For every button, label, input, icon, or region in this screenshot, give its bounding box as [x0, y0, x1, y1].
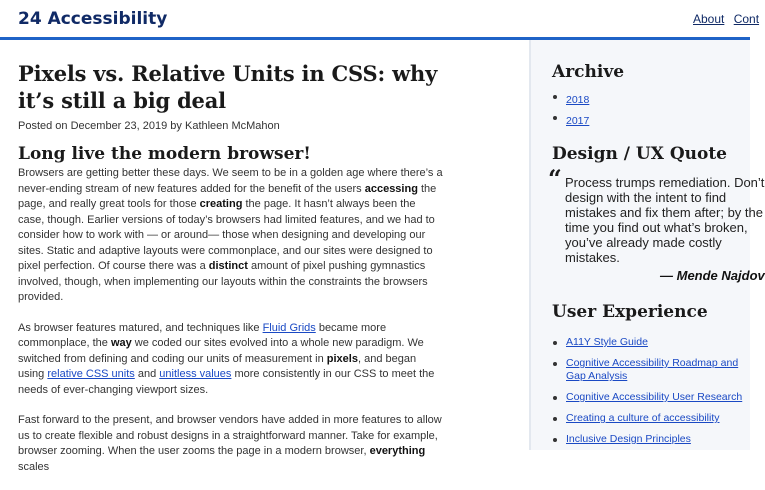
paragraph-3	[18, 413, 443, 475]
paragraph-text: amount of pixel pushing gymnastics involved, though, when implementing our layouts within the constraints the browsers provided.	[18, 260, 428, 303]
nav-about-link[interactable]: About	[693, 12, 725, 26]
archive-item	[552, 111, 589, 132]
archive-list	[552, 90, 589, 132]
bold-text: distinct	[208, 260, 248, 272]
paragraph-text: more consistently in our CSS to meet the needs of ever-changing viewport sizes.	[18, 368, 435, 396]
article	[18, 60, 443, 490]
paragraph-2	[18, 321, 443, 399]
post-meta-prefix: Posted on	[18, 120, 68, 132]
nav-contact-link[interactable]: Cont	[733, 12, 760, 26]
fluid-grids-link[interactable]: Fluid Grids	[262, 321, 316, 334]
quote-mark-icon: “	[548, 164, 562, 193]
ux-item	[552, 412, 750, 425]
paragraph-1	[18, 166, 443, 306]
paragraph-text: the page, and really great tools for those	[18, 182, 437, 210]
quote-heading: Design / UX Quote	[552, 144, 727, 164]
archive-link-2017[interactable]: 2017	[566, 115, 590, 127]
bold-text: everything	[369, 445, 426, 457]
ux-heading: User Experience	[552, 302, 708, 322]
paragraph-text: became more commonplace, the	[18, 321, 387, 349]
post-title: Pixels vs. Relative Units in CSS: why it’s still a big deal	[18, 61, 438, 113]
post-date: December 23, 2019	[70, 120, 168, 132]
post-meta-by: by	[170, 120, 182, 132]
paragraph-text: scales	[18, 460, 50, 473]
unitless-values-link[interactable]: unitless values	[159, 368, 232, 380]
ux-link-cognitive-research[interactable]: Cognitive Accessibility User Research	[566, 391, 743, 403]
ux-link-cognitive-roadmap[interactable]: Cognitive Accessibility Roadmap and Gap Analysis	[566, 357, 739, 382]
archive-item	[552, 90, 589, 111]
site-title[interactable]: 24 Accessibility	[18, 9, 168, 29]
bold-text: pixels	[326, 352, 358, 365]
bold-text: way	[110, 337, 132, 349]
ux-link-style-guide[interactable]: A11Y Style Guide	[566, 336, 648, 348]
ux-item	[552, 391, 750, 404]
archive-link-2018[interactable]: 2018	[566, 94, 590, 106]
section-heading: Long live the modern browser!	[18, 144, 311, 164]
archive-heading: Archive	[552, 62, 625, 82]
bold-text: creating	[199, 198, 243, 210]
paragraph-text: Fast forward to the present, and browser vendors have added in more features to allow us to create flexible and robust designs in a straightforward manner. Take for example, browser zooming. When the user zooms the page in a modern browser,	[18, 414, 442, 457]
ux-list	[552, 336, 750, 446]
post-author: Kathleen McMahon	[184, 120, 280, 132]
paragraph-text: the page. It hasn’t always been the case, though. Earlier versions of today’s browsers had limited features, and we had to consider how to work with — or around— those when designing and developing our sites. Static and adaptive layouts were commonplace, and our sites were designed to pixel perfection. Of course there was a	[18, 198, 435, 272]
ux-link-inclusive-design[interactable]: Inclusive Design Principles	[566, 433, 691, 445]
relative-css-units-link[interactable]: relative CSS units	[47, 368, 135, 380]
post-meta	[18, 120, 443, 132]
main-nav	[693, 12, 765, 26]
ux-link-culture[interactable]: Creating a culture of accessibility	[566, 412, 720, 424]
paragraph-text: and	[134, 368, 160, 380]
ux-item	[552, 336, 750, 349]
bold-text: accessing	[364, 182, 418, 195]
paragraph-text: As browser features matured, and techniques like	[18, 321, 263, 334]
ux-item	[552, 433, 750, 446]
ux-item	[552, 357, 750, 383]
quote-text: Process trumps remediation. Don’t design with the intent to find mistakes and fix them after; by the time you find out what’s broken, you’ve already made costly mistakes.	[565, 175, 765, 265]
paragraph-text: we coded our sites evolved into a whole new paradigm. We switched from defining and coding our units of measurement in	[18, 337, 424, 365]
paragraph-text: Browsers are getting better these days. We seem to be in a golden age where there’s a never-ending stream of new features added for the benefit of the users	[18, 167, 443, 195]
paragraph-text: , and began using	[18, 352, 417, 380]
site-header	[0, 0, 760, 40]
quote-author: — Mende Najdov	[660, 268, 765, 283]
